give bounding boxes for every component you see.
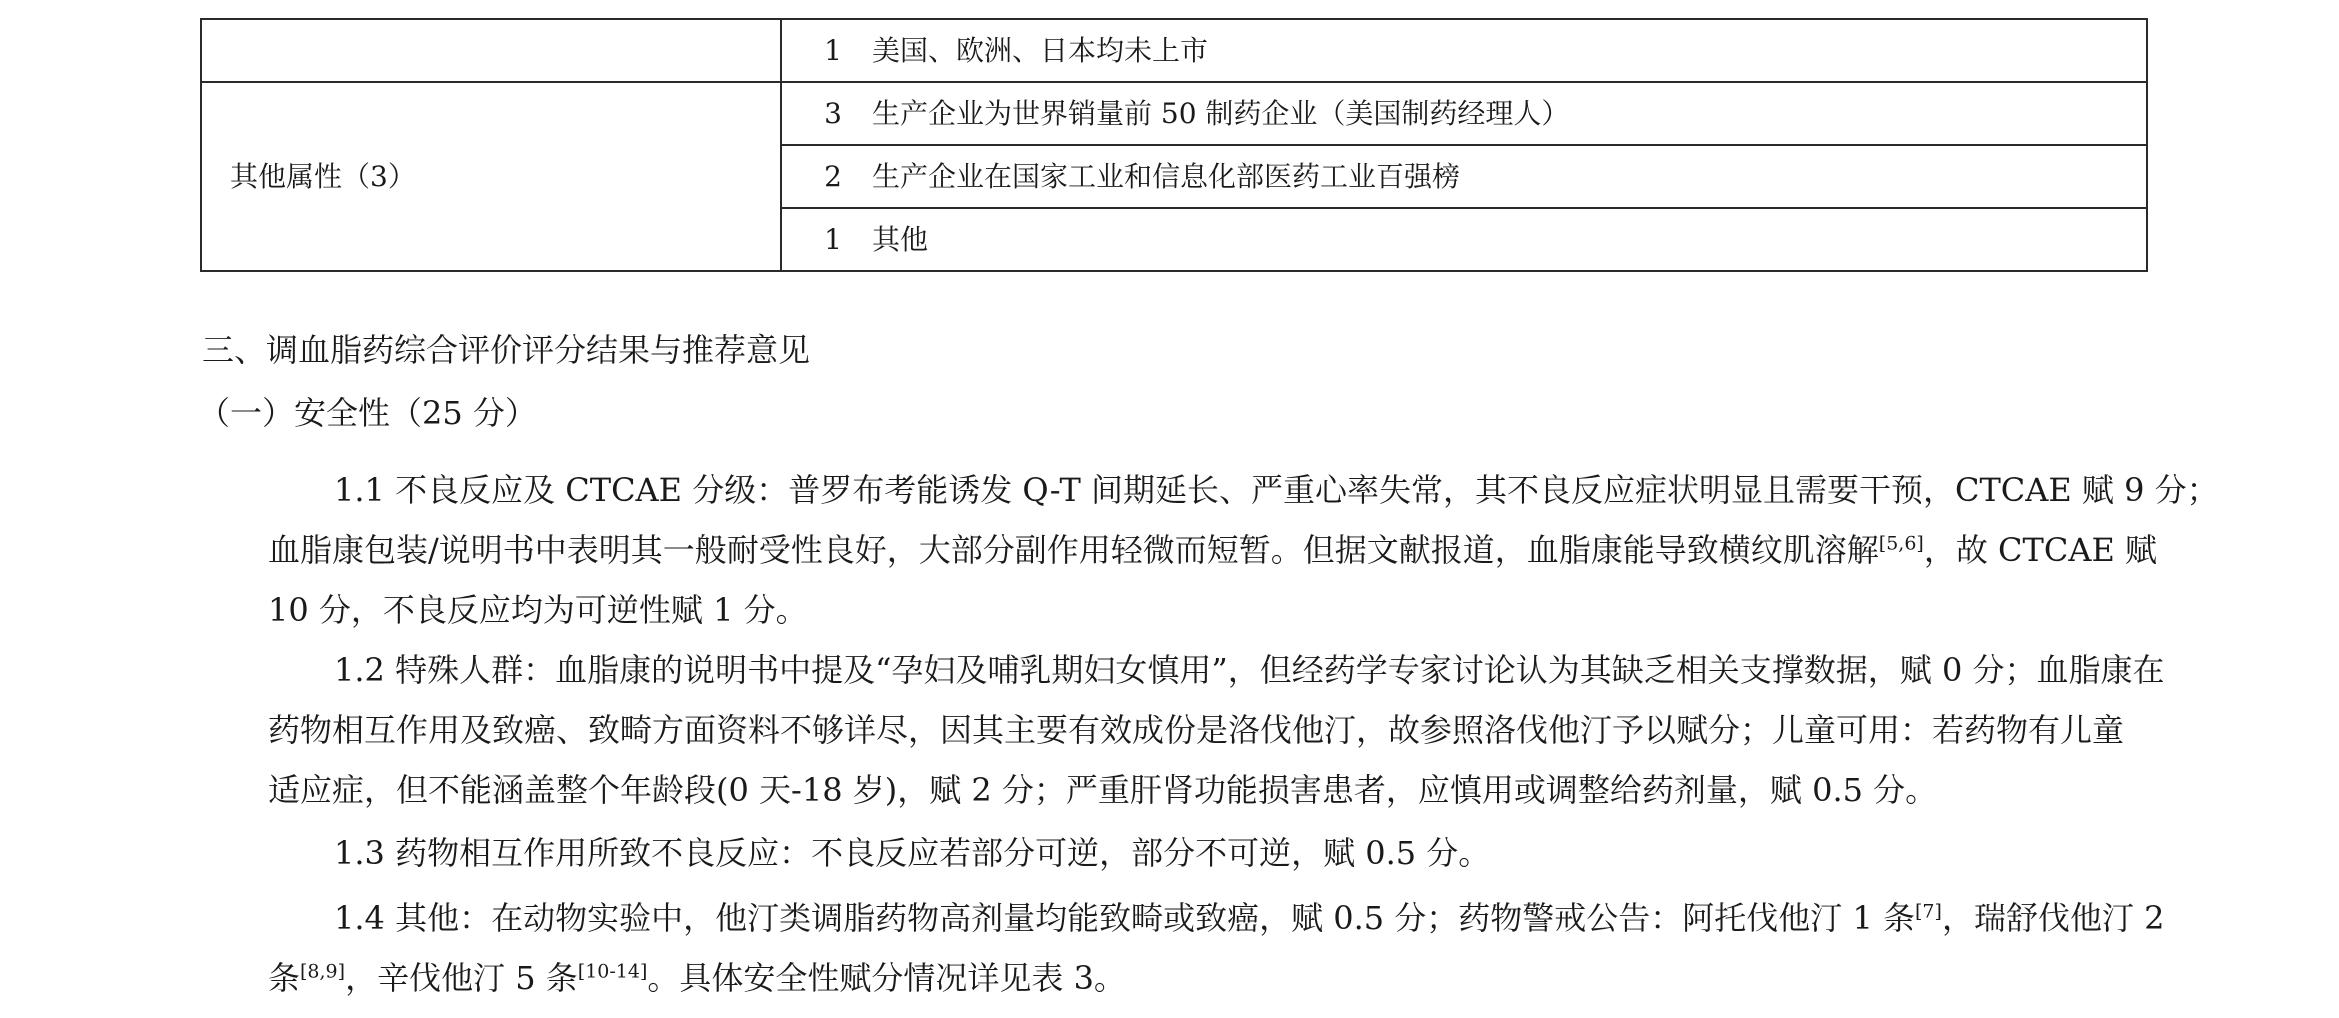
table-row <box>201 19 2147 82</box>
category-cell: 其他属性（3） <box>201 82 781 271</box>
paragraph-line: 药物相互作用及致癌、致畸方面资料不够详尽，因其主要有效成份是洛伐他汀，故参照洛伐他汀予以赋分；儿童可用：若药物有儿童 <box>268 711 2125 749</box>
paragraph-1-1 <box>202 460 2219 640</box>
paragraph-1-3 <box>202 823 2146 883</box>
citation: [10-14] <box>577 960 648 983</box>
option-text: 生产企业在国家工业和信息化部医药工业百强榜 <box>872 159 1461 193</box>
option-cell <box>781 19 2147 82</box>
option-score: 1 <box>824 33 842 67</box>
paragraph-line: 血脂康包装/说明书中表明其一般耐受性良好，大部分副作用轻微而短暂。但据文献报道，血脂康能导致横纹肌溶解[5,6]，故 CTCAE 赋 <box>268 531 2157 569</box>
paragraph-line: 1.3 药物相互作用所致不良反应：不良反应若部分可逆，部分不可逆，赋 0.5 分。 <box>334 834 1491 872</box>
option-score: 2 <box>824 159 842 193</box>
paragraph-line: 1.1 不良反应及 CTCAE 分级：普罗布考能诱发 Q-T 间期延长、严重心率失常，其不良反应症状明显且需要干预，CTCAE 赋 9 分； <box>334 471 2219 509</box>
paragraph-line: 10 分，不良反应均为可逆性赋 1 分。 <box>268 591 808 629</box>
option-score: 1 <box>824 222 842 256</box>
option-cell <box>781 208 2147 271</box>
option-score: 3 <box>824 96 842 130</box>
paragraph-line: 1.2 特殊人群：血脂康的说明书中提及“孕妇及哺乳期妇女慎用”，但经药学专家讨论认为其缺乏相关支撑数据，赋 0 分；血脂康在 <box>334 651 2165 689</box>
option-text: 生产企业为世界销量前 50 制药企业（美国制药经理人） <box>872 96 1570 130</box>
citation: [5,6] <box>1878 532 1924 555</box>
category-cell <box>201 19 781 82</box>
paragraph-line: 适应症，但不能涵盖整个年龄段(0 天-18 岁)，赋 2 分；严重肝肾功能损害患者，应慎用或调整给药剂量，赋 0.5 分。 <box>268 771 1938 809</box>
option-text: 美国、欧洲、日本均未上市 <box>872 33 1209 67</box>
table-row <box>201 82 2147 145</box>
section-subtitle: （一）安全性（25 分） <box>198 394 537 432</box>
option-cell <box>781 82 2147 145</box>
citation: [8,9] <box>300 960 346 983</box>
option-cell <box>781 145 2147 208</box>
attribute-score-table <box>200 18 2148 272</box>
paragraph-line: 1.4 其他：在动物实验中，他汀类调脂药物高剂量均能致畸或致癌，赋 0.5 分；药物警戒公告：阿托伐他汀 1 条[7]，瑞舒伐他汀 2 <box>334 899 2165 937</box>
section-title: 三、调血脂药综合评价评分结果与推荐意见 <box>202 331 811 369</box>
option-text: 其他 <box>872 222 929 256</box>
paragraph-line: 条[8,9]，辛伐他汀 5 条[10-14]。具体安全性赋分情况详见表 3。 <box>268 959 1126 997</box>
paragraph-1-4 <box>202 888 2165 1008</box>
citation: [7] <box>1915 900 1942 923</box>
paragraph-1-2 <box>202 640 2165 820</box>
